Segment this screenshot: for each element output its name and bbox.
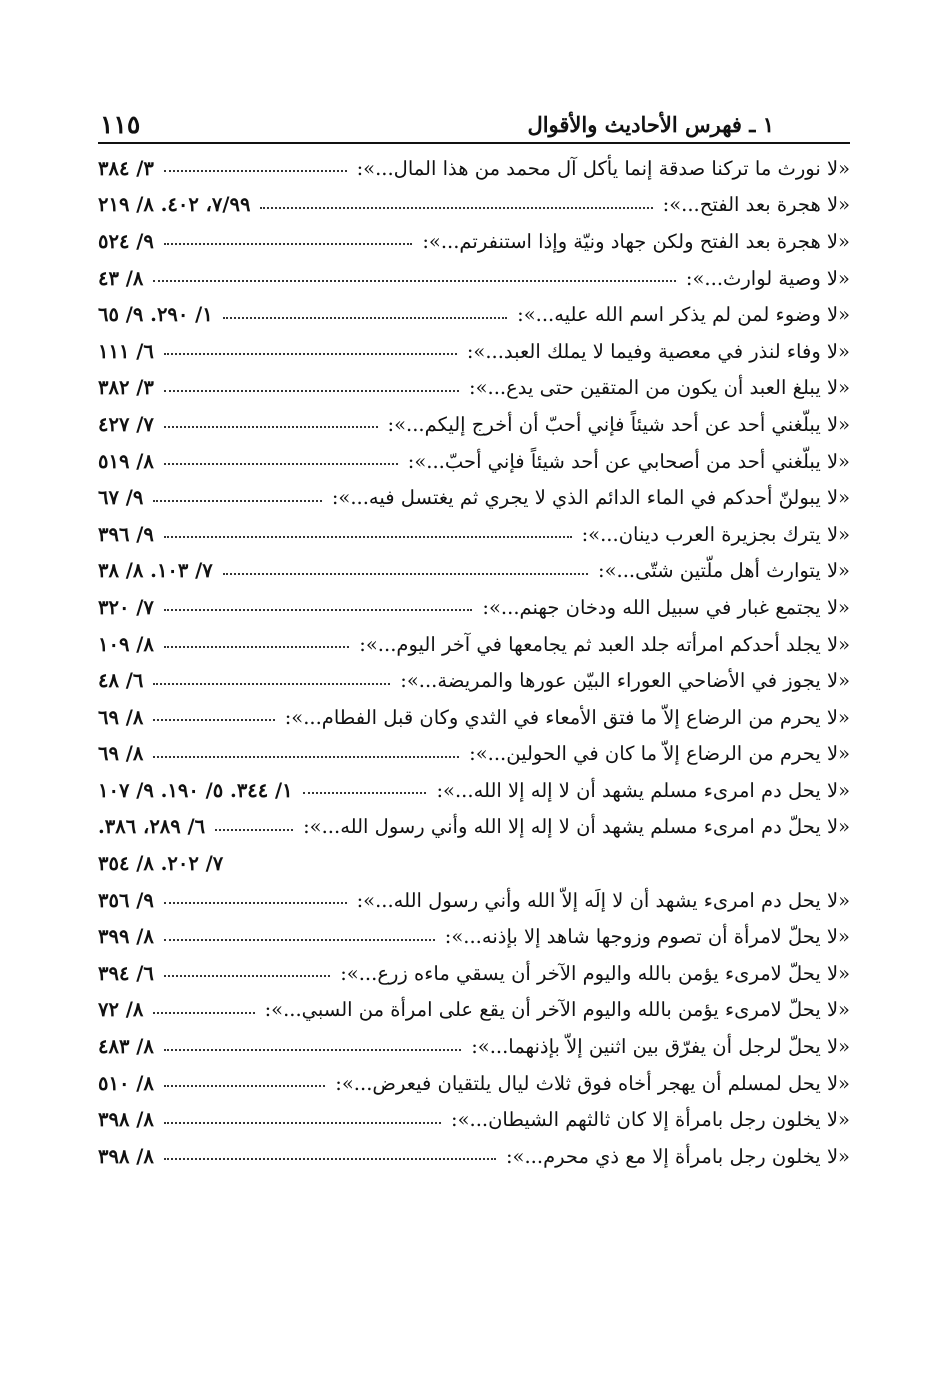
dot-leader: [153, 719, 274, 721]
entry-reference: ٨/ ٣٩٨: [98, 1144, 154, 1168]
entry-text: «لا يخلون رجل بامرأة إلا مع ذي محرم...»:: [505, 1144, 850, 1168]
entry-reference: ٦/ ٣٩٤: [98, 961, 154, 985]
entry-text: «لا يبولنّ أحدكم في الماء الدائم الذي لا يجري ثم يغتسل فيه...»:: [331, 486, 850, 510]
dot-leader: [303, 792, 427, 794]
header-rule: [98, 142, 850, 144]
entry-reference: ٨/ ٤٣: [98, 266, 144, 290]
index-entry: [98, 516, 850, 553]
entry-reference: ٨/ ٦٩: [98, 705, 144, 729]
entry-reference: ٧/ ٣٢٠: [98, 595, 154, 619]
index-entry: [98, 918, 850, 955]
entry-text: «لا وفاء لنذر في معصية وفيما لا يملك العبد...»:: [466, 339, 850, 363]
entry-reference: ١/ ٢٩٠. ٩/ ٦٥: [98, 303, 213, 327]
running-title: ١ ـ فهرس الأحاديث والأقوال: [527, 112, 774, 137]
index-entry: [98, 370, 850, 407]
entry-reference: ٦/ ٤٨: [98, 669, 144, 693]
entry-reference: ٧/٩٩، ٤٠٢. ٨/ ٢١٩: [98, 193, 251, 217]
entry-text: «لا يبلغ العبد أن يكون من المتقين حتى يدع...»:: [469, 376, 850, 400]
entry-reference: ٨/ ٤٨٣: [98, 1035, 154, 1059]
index-entry: [98, 626, 850, 663]
dot-leader: [153, 1012, 254, 1014]
dot-leader: [215, 829, 293, 831]
index-entry: [98, 406, 850, 443]
dot-leader: [164, 939, 435, 941]
entry-reference: ٨/ ٧٢: [98, 998, 144, 1022]
dot-leader: [223, 573, 588, 575]
entry-reference: ٨/ ٥١٩: [98, 449, 154, 473]
entry-reference: ٧/ ١٠٣. ٨/ ٣٨: [98, 559, 213, 583]
entry-text: «لا يجوز في الأضاحي العوراء البيّن عورها والمريضة...»:: [400, 669, 850, 693]
entry-text: «لا يحرم من الرضاع إلاّ ما كان في الحولين...»:: [469, 742, 850, 766]
dot-leader: [223, 317, 507, 319]
page-header: [98, 104, 850, 144]
entry-reference: ٩/ ٣٥٦: [98, 888, 154, 912]
entry-text: «لا يحلّ لامرأة أن تصوم وزوجها شاهد إلا بإذنه...»:: [444, 925, 850, 949]
entry-reference: ٣/ ٣٨٤: [98, 156, 154, 180]
dot-leader: [164, 1122, 441, 1124]
entry-text: «لا يجتمع غبار في سبيل الله ودخان جهنم...»:: [482, 595, 850, 619]
entry-text: «لا هجرة بعد الفتح...»:: [662, 193, 850, 217]
entry-text: «لا يحل دم امرىء يشهد أن لا إلَه إلاّ الله وأني رسول الله...»:: [356, 888, 850, 912]
index-entry: [98, 992, 850, 1029]
dot-leader: [164, 609, 473, 611]
index-entry: [98, 955, 850, 992]
dot-leader: [164, 536, 572, 538]
entry-text: «لا يحلّ دم امرىء مسلم يشهد أن لا إله إلا الله وأني رسول الله...»:: [303, 815, 850, 839]
dot-leader: [164, 1158, 496, 1160]
entry-text: «لا يبلّغني أحد عن أحد شيئاً فإني أحبّ أن أخرج إليكم...»:: [387, 412, 850, 436]
index-entry: [98, 589, 850, 626]
page-number: ١١٥: [100, 110, 141, 139]
dot-leader: [164, 1085, 325, 1087]
dot-leader: [153, 683, 390, 685]
dot-leader: [164, 902, 347, 904]
dot-leader: [164, 170, 347, 172]
dot-leader: [164, 646, 349, 648]
entry-text: «لا يخلون رجل بامرأة إلا كان ثالثهم الشيطان...»:: [451, 1108, 850, 1132]
index-entry: [98, 553, 850, 590]
dot-leader: [164, 426, 378, 428]
index-entry: [98, 223, 850, 260]
entry-text: «لا يحرم من الرضاع إلاّ ما فتق الأمعاء في الثدي وكان قبل الفطام...»:: [284, 705, 850, 729]
entry-text: «لا يحل لمسلم أن يهجر أخاه فوق ثلاث ليال يلتقيان فيعرض...»:: [335, 1071, 850, 1095]
entry-text: «لا يحلّ لامرىء يؤمن بالله واليوم الآخر أن يسقي ماءه زرع...»:: [340, 961, 850, 985]
dot-leader: [260, 207, 652, 209]
entry-reference: ٨/ ٦٩: [98, 742, 144, 766]
entry-text: «لا نورث ما تركنا صدقة إنما يأكل آل محمد من هذا المال...»:: [356, 156, 850, 180]
index-entry: [98, 1101, 850, 1138]
entry-text: «لا يحل دم امرىء مسلم يشهد أن لا إله إلا الله...»:: [436, 778, 850, 802]
dot-leader: [153, 756, 459, 758]
entry-reference: ٧/ ٤٢٧: [98, 412, 154, 436]
entry-text: «لا يجلد أحدكم امرأته جلد العبد ثم يجامعها في آخر اليوم...»:: [359, 632, 850, 656]
index-entry: [98, 662, 850, 699]
entry-reference: ٩/ ٦٧: [98, 486, 144, 510]
dot-leader: [164, 1049, 461, 1051]
entry-reference: ٣/ ٣٨٢: [98, 376, 154, 400]
entry-continuation: ٧/ ٢٠٢. ٨/ ٣٥٤: [98, 852, 224, 876]
entry-reference: ٦/ ٢٨٩، ٣٨٦.: [98, 815, 206, 839]
index-entry: [98, 443, 850, 480]
entry-reference: ٩/ ٣٩٦: [98, 522, 154, 546]
dot-leader: [153, 280, 676, 282]
entry-reference: ١/ ٣٤٤. ٥/ ١٩٠. ٩/ ١٠٧: [98, 778, 293, 802]
dot-leader: [164, 975, 330, 977]
index-entry: [98, 333, 850, 370]
index-entry: [98, 1138, 850, 1175]
index-entry: [98, 187, 850, 224]
index-entry: [98, 882, 850, 919]
index-entry: [98, 699, 850, 736]
dot-leader: [164, 463, 398, 465]
entry-reference: ٨/ ٣٩٩: [98, 925, 154, 949]
index-entry: [98, 772, 850, 809]
index-entry: [98, 260, 850, 297]
entry-reference: ٦/ ١١١: [98, 339, 154, 363]
entry-reference: ٨/ ٣٩٨: [98, 1108, 154, 1132]
dot-leader: [153, 500, 321, 502]
entry-text: «لا هجرة بعد الفتح ولكن جهاد ونيّة وإذا استنفرتم...»:: [422, 229, 850, 253]
index-entry: [98, 479, 850, 516]
entry-text: «لا يحلّ لرجل أن يفرّق بين اثنين إلاّ بإذنهما...»:: [471, 1035, 850, 1059]
entry-reference: ٩/ ٥٢٤: [98, 229, 154, 253]
index-entry: [98, 1065, 850, 1102]
dot-leader: [164, 390, 459, 392]
entry-text: «لا وضوء لمن لم يذكر اسم الله عليه...»:: [517, 303, 850, 327]
entry-text: «لا يبلّغني أحد من أصحابي عن أحد شيئاً فإني أحبّ...»:: [407, 449, 850, 473]
entry-text: «لا يحلّ لامرىء يؤمن بالله واليوم الآخر أن يقع على امرأة من السبي...»:: [264, 998, 850, 1022]
index-entry: [98, 809, 850, 846]
dot-leader: [164, 353, 457, 355]
entry-text: «لا يترك بجزيرة العرب دينان...»:: [581, 522, 850, 546]
entry-reference: ٨/ ١٠٩: [98, 632, 154, 656]
index-entry: [98, 296, 850, 333]
index-entry: [98, 150, 850, 187]
index-entry: [98, 736, 850, 773]
index-entries: [98, 150, 850, 1175]
index-entry: [98, 1028, 850, 1065]
entry-reference: ٨/ ٥١٠: [98, 1071, 154, 1095]
dot-leader: [164, 243, 413, 245]
entry-text: «لا وصية لوارث...»:: [685, 266, 850, 290]
entry-text: «لا يتوارث أهل ملّتين شتّى...»:: [598, 559, 850, 583]
